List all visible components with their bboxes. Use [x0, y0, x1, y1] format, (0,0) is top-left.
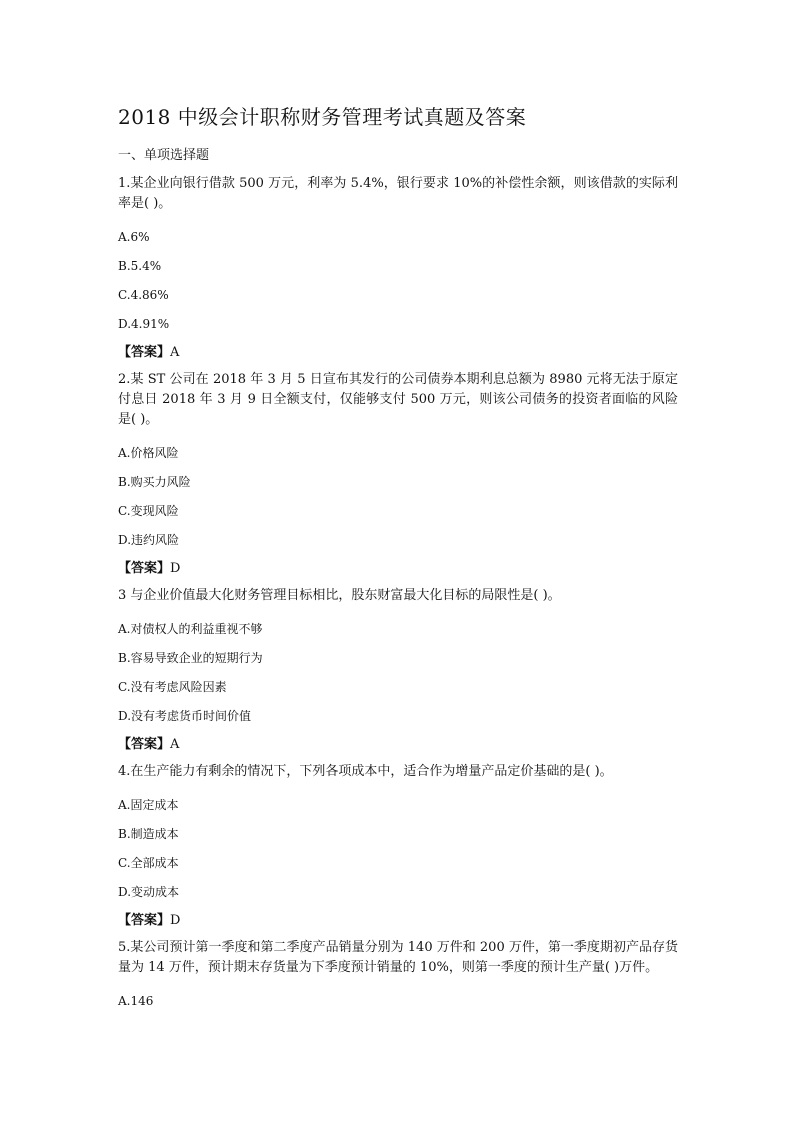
- question-text: 4.在生产能力有剩余的情况下，下列各项成本中，适合作为增量产品定价基础的是( )。: [118, 764, 613, 779]
- question-text: 3 与企业价值最大化财务管理目标相比，股东财富最大化目标的局限性是( )。: [118, 588, 561, 603]
- answer-line: [118, 344, 678, 362]
- option-d: D.没有考虑货币时间价值: [118, 709, 252, 723]
- option-c: C.全部成本: [118, 856, 179, 870]
- document-title: 2018 中级会计职称财务管理考试真题及答案: [118, 105, 527, 129]
- answer-value: D: [170, 913, 181, 928]
- option-a: A.对债权人的利益重视不够: [118, 622, 263, 636]
- option-b: B.容易导致企业的短期行为: [118, 651, 263, 665]
- answer-label: 【答案】: [118, 561, 171, 576]
- question-4: [118, 762, 678, 930]
- question-text: 2.某 ST 公司在 2018 年 3 月 5 日宣布其发行的公司债券本期利息总额为 8980 元将无法于原定付息日 2018 年 3 月 9 日全额支付，仅能够支付 500 万元，则该公司债务的投资者面临的风险是( )。: [118, 372, 678, 427]
- question-text: 5.某公司预计第一季度和第二季度产品销量分别为 140 万件和 200 万件，第一季度期初产品存货量为 14 万件，预计期末存货量为下季度预计销量的 10%，则第一季度的预计生产量( )万件。: [118, 940, 678, 975]
- option-d: D.变动成本: [118, 885, 180, 899]
- answer-label: 【答案】: [118, 737, 171, 752]
- option-a: A.146: [118, 994, 154, 1008]
- answer-label: 【答案】: [118, 345, 171, 360]
- answer-label: 【答案】: [118, 913, 171, 928]
- answer-line: [118, 560, 678, 578]
- question-1: [118, 174, 678, 362]
- answer-line: [118, 736, 678, 754]
- option-b: B.购买力风险: [118, 475, 191, 489]
- question-3: [118, 586, 678, 754]
- option-a: A.固定成本: [118, 798, 179, 812]
- option-d: D.违约风险: [118, 533, 180, 547]
- option-b: B.制造成本: [118, 827, 179, 841]
- answer-value: D: [170, 561, 181, 576]
- answer-value: A: [170, 737, 180, 752]
- option-c: C.没有考虑风险因素: [118, 680, 227, 694]
- option-a: A.价格风险: [118, 446, 179, 460]
- option-b: B.5.4%: [118, 259, 162, 273]
- question-2: [118, 370, 678, 578]
- option-c: C.变现风险: [118, 504, 179, 518]
- question-text: 1.某企业向银行借款 500 万元，利率为 5.4%，银行要求 10%的补偿性余额，则该借款的实际利率是( )。: [118, 176, 678, 211]
- answer-line: [118, 912, 678, 930]
- document-page: [118, 102, 678, 1021]
- question-5: [118, 938, 678, 1010]
- option-a: A.6%: [118, 230, 150, 244]
- answer-value: A: [170, 345, 180, 360]
- section-heading: 一、单项选择题: [118, 148, 210, 163]
- option-d: D.4.91%: [118, 317, 170, 331]
- option-c: C.4.86%: [118, 288, 169, 302]
